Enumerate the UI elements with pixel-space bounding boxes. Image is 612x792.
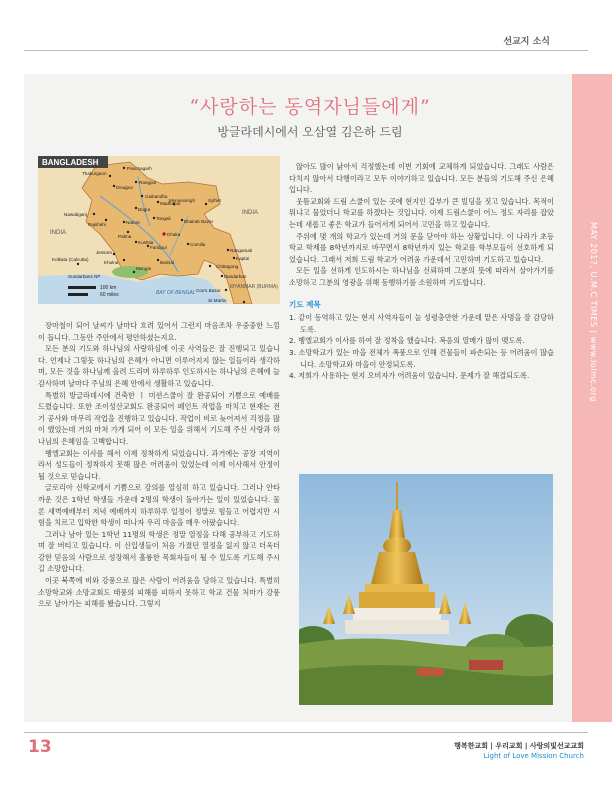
paragraph: 웃뜸교회와 드림 스쿨이 있는 곳에 현지인 갑부가 큰 빌딩을 짓고 있습니다. 목적이 뭐냐고 물었더니 학교를 하겠다는 것입니다. 이제 드림스쿨이 어느 정도 자리를 잡았는데 새롭고 좋은 학교가 들어서게 되어서 고민을 하고 있습니다.: [289, 196, 554, 229]
map-place: Comilla: [190, 242, 206, 247]
paragraph: 특별히 방글라데시에 건축한 ㅣ 미션스쿨이 잘 완공되어 기쁨으로 예배를 드렸습니다. 또한 조이성산교회도 완공되어 페인트 작업을 마치고 현재는 전기 공사와 마무리 작업을 진행하고 있습니다. 작업이 비로 늦어져서 걱정을 많이 했었는데 거의 마쳐 가게 되어 이 모든 일을 위해서 기도해 주신 사랑과 하나님의 은혜임을 고백합니다.: [38, 390, 280, 446]
map-place: Mongla: [136, 266, 152, 271]
map-place: Nawabganj: [64, 212, 87, 217]
map-country-label: MYANMAR (BURMA): [230, 284, 278, 290]
paragraph: 그러나 남아 있는 1학년 11명의 학생은 정말 열정을 다해 공부하고 기도하며 잘 버티고 있습니다. 이 신입생들이 처음 가졌던 열정을 잃지 않고 더욱더 강한 믿음의 사람으로 성장해서 훌륭한 목회자들이 될 수 있도록 기도해 주시길 소망합니다.: [38, 529, 280, 574]
paragraph: 모든 분의 기도와 하나님의 사랑하심에 이곳 사역들은 잘 진행되고 있습니다. 언제나 그렇듯 하나님의 은혜가 아니면 이루어지지 않는 일들이라 생각하며, 모든 것을 하나님께 올려 드리며 하루하루 인도하시는 하나님의 은혜에 늘 감사하며 날마다 주님의 은혜 안에서 생활하고 있습니다.: [38, 344, 280, 388]
map-place: Bhairab Bazar: [184, 219, 214, 224]
prayer-title: 기도 제목: [289, 299, 321, 309]
map-country-label: INDIA: [242, 210, 259, 216]
map-place: Kushtia: [138, 240, 154, 245]
map-place: Gaibandha: [145, 194, 168, 199]
paragraph: 글로리아 신학교에서 기쁨으로 강의를 열심히 하고 있습니다. 그러나 안타까운 것은 1학년 학생들 가운데 2명의 학생이 돌아가는 일이 있었습니다. 물론 새벽예배부터 저녁 예배까지 하루하루 일정이 정말로 힘들고 어렵지만 시험을 치르고 입학한 학생이 떠나자 우리 마음을 매우 아팠습니다.: [38, 483, 280, 528]
prayer-item: 1. 같이 동역하고 있는 현지 사역자들이 늘 성령충만한 가운데 맡은 사명을 잘 감당하도록.: [289, 313, 554, 334]
article-headline: “사랑하는 동역자님들에게”: [189, 96, 431, 118]
map-place: Faridpur: [150, 245, 168, 250]
map-place: Panchagarh: [127, 166, 152, 171]
map-place: Natore: [126, 220, 140, 225]
article-byline: 방글라데시에서 오삼열 김은하 드림: [217, 125, 403, 139]
bangladesh-map: [38, 156, 280, 304]
pagoda-photo: [299, 474, 553, 705]
map-place: Rajshahi: [88, 222, 106, 227]
paragraph: 않아도 많이 낡아서 걱정했는데 이번 기회에 교체하게 되었습니다. 그래도 사람은 다치지 않아서 다행이라고 모두 이야기하고 있습니다. 모든 분들의 기도해 주신 은혜입니다.: [289, 162, 554, 195]
paragraph: 주위에 몇 개의 학교가 있는데 거의 문을 닫아야 하는 상황입니다. 이 나라가 초등학교 학제를 8학년까지로 바꾸면서 8학년까지 있는 학교를 학부모들이 선호하게 되었습니다. 그래서 저희 드림 학교가 어려움 가운데서 고민하며 기도하고 있습니다.: [289, 231, 554, 264]
map-place: Madhupur: [160, 201, 181, 206]
map-place: Barisal: [160, 260, 175, 265]
map-place: Bandarban: [224, 274, 247, 279]
map-place: Thakurgaon: [82, 171, 107, 176]
map-place: Kaptai: [236, 256, 250, 261]
footer-church-ko: 행복한교회 | 우리교회 | 사랑의빛선교교회: [454, 742, 584, 750]
map-place: Bogra: [138, 207, 151, 212]
map-place: Jessore: [96, 250, 113, 255]
map-place: Tangail: [156, 216, 171, 221]
map-place: St Martin: [208, 298, 227, 303]
map-place: Rangamati: [230, 248, 253, 253]
map-place: Mymensingh: [169, 198, 196, 203]
prayer-item: 2. 벵엘교회가 이사를 하여 잘 정착을 했습니다. 복음의 열매가 많이 맺도록.: [289, 336, 525, 346]
footer-church-en: Light of Love Mission Church: [483, 752, 584, 760]
paragraph: 장마철이 되어 날씨가 날마다 흐려 있어서 그런지 마음조차 우중중한 느낌이 듭니다. 그동안 주안에서 평안하셨는지요.: [38, 321, 280, 342]
article-column-2: [289, 161, 554, 382]
prayer-item: 3. 소망학교가 있는 마을 전체가 폭풍으로 인해 건물들이 파손되는 등 어려움이 많습니다. 소망학교와 마을이 안정되도록.: [289, 347, 554, 369]
header-divider: [24, 50, 588, 51]
map-place: Chittagong: [216, 264, 239, 269]
map-scale-km: 100 km: [100, 285, 117, 291]
sidebar-text: MAY 2017, U.M.C TIMES | www.lolmc.org: [589, 222, 598, 402]
paragraph: 벵엘교회는 이사를 해서 이제 정착하게 되었습니다. 과거에는 공장 지역이라서 성도들이 정착하지 못해 많은 어려움이 있었는데 이제 이사해서 안정이 될 것으로 믿습니다.: [38, 448, 280, 481]
paragraph: 이곳 북쪽에 비와 강풍으로 많은 사람이 어려움을 당하고 있습니다. 특별히 소망학교와 소망교회도 태풍의 피해를 피하지 못하고 학교 건물 처마가 강풍으로 날아가는 피해를 봤습니다. 그렇지: [38, 576, 280, 609]
page-number: 13: [28, 737, 52, 757]
footer-divider: [24, 732, 588, 733]
map-place: Khulna: [104, 260, 119, 265]
map-country-label: INDIA: [50, 230, 67, 236]
prayer-item: 4. 저희가 사용하는 현지 오비자가 어려움이 있습니다. 문제가 잘 해결되도록.: [289, 371, 530, 381]
paragraph: 모든 일을 선하게 인도하시는 하나님을 신뢰하며 그분의 뜻에 따라서 살아가기를 소망하고 그분의 영광을 위해 동행하기를 소원하며 기도합니다.: [289, 266, 554, 287]
map-place: Dhaka: [167, 232, 181, 237]
map-place: Dinajpur: [116, 185, 134, 190]
article-column-1: [38, 320, 280, 610]
prayer-list: [289, 312, 554, 382]
map-place: Sylhet: [208, 198, 221, 203]
map-scale-mi: 60 miles: [100, 292, 119, 298]
map-sea-label: BAY OF BENGAL: [156, 290, 196, 296]
section-label: 선교지 소식: [503, 37, 550, 47]
map-title: BANGLADESH: [42, 158, 99, 167]
map-place: Cox's Bazar: [196, 288, 221, 293]
map-place: Kolkata (Calcutta): [52, 257, 89, 262]
map-place: Rangpur: [139, 180, 157, 185]
map-place: Sundarbans NP: [68, 274, 101, 279]
map-place: Pabna: [118, 234, 132, 239]
